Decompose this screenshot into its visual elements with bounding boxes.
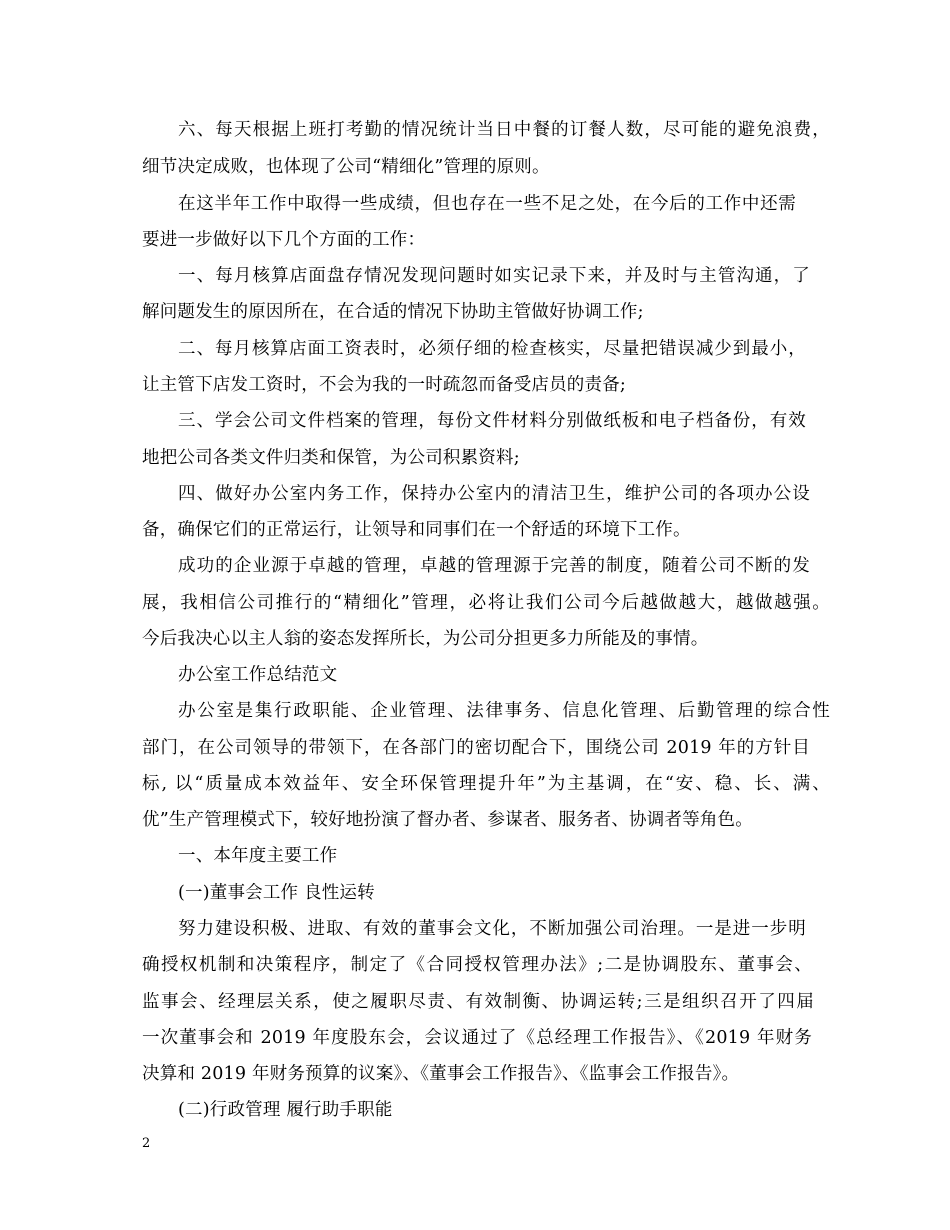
paragraph-line: 展，我相信公司推行的“精细化”管理，必将让我们公司今后越做越大，越做越强。 [142, 593, 830, 613]
paragraph-line: 六、每天根据上班打考勤的情况统计当日中餐的订餐人数，尽可能的避免浪费， [178, 120, 830, 140]
paragraph-line: 成功的企业源于卓越的管理，卓越的管理源于完善的制度，随着公司不断的发 [178, 556, 810, 576]
paragraph-line: 优”生产管理模式下，较好地扮演了督办者、参谋者、服务者、协调者等角色。 [142, 810, 753, 830]
paragraph-line: 一次董事会和 2019 年度股东会，会议通过了《总经理工作报告》、《2019 年财务 [142, 1028, 812, 1048]
paragraph-line: 二、每月核算店面工资表时，必须仔细的检查核实，尽量把错误减少到最小， [178, 339, 806, 359]
paragraph-line: 部门，在公司领导的带领下，在各部门的密切配合下，围绕公司 2019 年的方针目 [142, 738, 810, 758]
page-number: 2 [142, 1136, 151, 1151]
paragraph-line: 办公室是集行政职能、企业管理、法律事务、信息化管理、后勤管理的综合性 [178, 701, 830, 721]
paragraph-line: 努力建设积极、进取、有效的董事会文化，不断加强公司治理。一是进一步明 [178, 919, 806, 939]
paragraph-line: 让主管下店发工资时，不会为我的一时疏忽而备受店员的责备; [142, 375, 626, 395]
paragraph-line: 地把公司各类文件归类和保管，为公司积累资料; [142, 448, 520, 468]
section-heading: 办公室工作总结范文 [178, 665, 338, 685]
section-heading: 一、本年度主要工作 [178, 846, 338, 866]
paragraph-line: 一、每月核算店面盘存情况发现问题时如实记录下来，并及时与主管沟通，了 [178, 266, 810, 286]
paragraph-line: 要进一步做好以下几个方面的工作： [142, 230, 426, 250]
paragraph-line: 标, 以“质量成本效益年、安全环保管理提升年”为主基调，在“安、稳、长、满、 [142, 774, 830, 794]
paragraph-line: 四、做好办公室内务工作，保持办公室内的清洁卫生，维护公司的各项办公设 [178, 484, 810, 504]
paragraph-line: 确授权机制和决策程序，制定了《合同授权管理办法》;二是协调股东、董事会、 [142, 955, 812, 975]
paragraph-line: 细节决定成败，也体现了公司“精细化”管理的原则。 [142, 157, 550, 177]
paragraph-line: 备，确保它们的正常运行，让领导和同事们在一个舒适的环境下工作。 [142, 520, 691, 540]
paragraph-line: 决算和 2019 年财务预算的议案》、《董事会工作报告》、《监事会工作报告》。 [142, 1064, 740, 1084]
paragraph-line: 今后我决心以主人翁的姿态发挥所长，为公司分担更多力所能及的事情。 [142, 629, 709, 649]
paragraph-line: 三、学会公司文件档案的管理，每份文件材料分别做纸板和电子档备份，有效 [178, 411, 806, 431]
paragraph-line: 在这半年工作中取得一些成绩，但也存在一些不足之处，在今后的工作中还需 [178, 194, 796, 214]
subsection-heading: (一)董事会工作 良性运转 [178, 883, 375, 903]
subsection-heading: (二)行政管理 履行助手职能 [178, 1100, 393, 1120]
paragraph-line: 解问题发生的原因所在，在合适的情况下协助主管做好协调工作; [142, 302, 644, 322]
paragraph-line: 监事会、经理层关系，使之履职尽责、有效制衡、协调运转;三是组织召开了四届 [142, 992, 814, 1012]
